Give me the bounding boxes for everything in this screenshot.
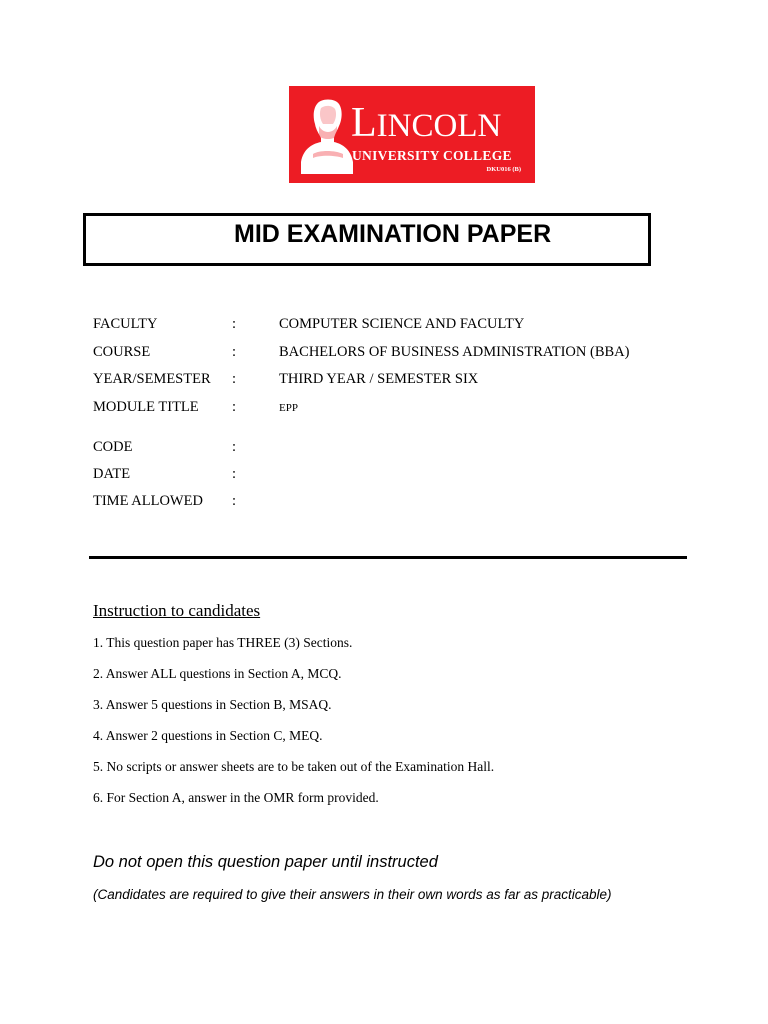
info-row-year-semester	[0, 371, 768, 391]
info-row-module-title	[0, 399, 768, 419]
info-row-code	[0, 439, 768, 459]
info-value: BACHELORS OF BUSINESS ADMINISTRATION (BBA)	[279, 344, 630, 360]
logo-subtitle: UNIVERSITY COLLEGE	[352, 148, 512, 163]
logo-wordmark-initial: L	[351, 100, 377, 146]
info-label: FACULTY	[93, 316, 158, 332]
logo-wordmark	[351, 102, 501, 144]
info-label: TIME ALLOWED	[93, 493, 203, 509]
info-colon: :	[232, 439, 237, 455]
logo-registration: DKU016 (B)	[486, 166, 521, 173]
instruction-item: 3. Answer 5 questions in Section B, MSAQ.	[93, 697, 332, 712]
instruction-item: 2. Answer ALL questions in Section A, MCQ.	[93, 666, 342, 681]
info-colon: :	[232, 493, 237, 509]
info-row-date	[0, 466, 768, 486]
instructions-heading: Instruction to candidates	[93, 601, 261, 620]
info-colon: :	[232, 371, 237, 387]
info-label: MODULE TITLE	[93, 399, 199, 415]
instruction-item: 1. This question paper has THREE (3) Sections.	[93, 635, 353, 650]
info-row-course	[0, 344, 768, 364]
instruction-item: 4. Answer 2 questions in Section C, MEQ.	[93, 728, 323, 743]
info-row-time-allowed	[0, 493, 768, 513]
info-row-faculty	[0, 316, 768, 336]
info-value: COMPUTER SCIENCE AND FACULTY	[279, 316, 525, 332]
info-value: THIRD YEAR / SEMESTER SIX	[279, 371, 479, 387]
info-colon: :	[232, 466, 237, 482]
info-colon: :	[232, 344, 237, 360]
info-colon: :	[232, 399, 237, 415]
lincoln-bust-icon	[299, 96, 355, 174]
university-logo	[289, 86, 535, 183]
logo-wordmark-rest: INCOLN	[376, 108, 502, 144]
exam-title-box	[83, 213, 651, 266]
candidates-note: (Candidates are required to give their answers in their own words as far as practicable)	[93, 887, 612, 902]
section-divider	[89, 556, 687, 559]
instruction-item: 6. For Section A, answer in the OMR form provided.	[93, 790, 379, 805]
info-label: DATE	[93, 466, 131, 482]
info-label: COURSE	[93, 344, 151, 360]
instruction-item: 5. No scripts or answer sheets are to be taken out of the Examination Hall.	[93, 759, 495, 774]
info-value: EPP	[279, 402, 298, 414]
info-label: CODE	[93, 439, 133, 455]
info-colon: :	[232, 316, 237, 332]
page-title: MID EXAMINATION PAPER	[234, 220, 552, 248]
do-not-open-warning: Do not open this question paper until instructed	[93, 853, 438, 871]
info-label: YEAR/SEMESTER	[93, 371, 211, 387]
